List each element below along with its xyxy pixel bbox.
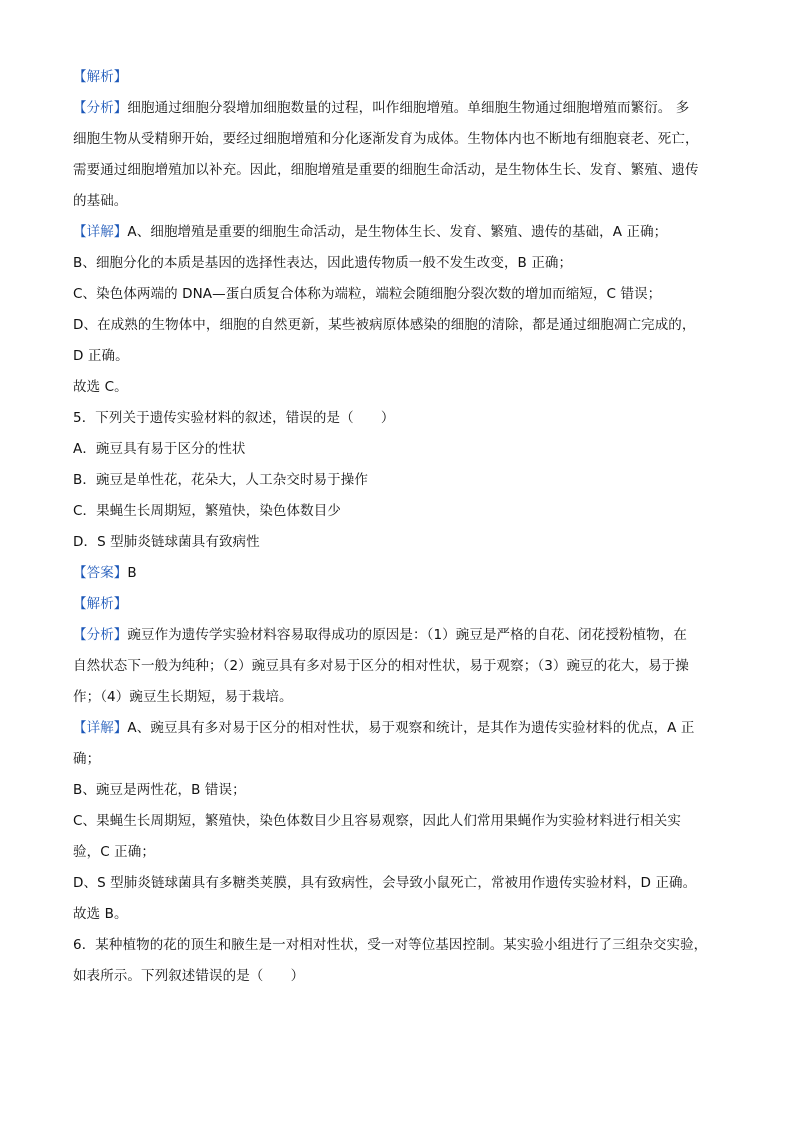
q5-fenxi-line: 作；（4）豌豆生长期短，易于栽培。 bbox=[73, 689, 293, 705]
xiangjie-tag: 【详解】 bbox=[73, 720, 128, 736]
document-content bbox=[73, 62, 721, 992]
q5-answer-line bbox=[73, 558, 721, 589]
q5-xiangjie-line: C、果蝇生长周期短，繁殖快，染色体数目少且容易观察，因此人们常用果蝇作为实验材料进行相关实 bbox=[73, 813, 681, 829]
q5-xiangjie-line: 确； bbox=[73, 751, 101, 767]
q5-option: B．豌豆是单性花，花朵大，人工杂交时易于操作 bbox=[73, 472, 368, 488]
q5-answer: B bbox=[127, 565, 137, 581]
q4-xiangjie-line: C、染色体两端的 DNA—蛋白质复合体称为端粒，端粒会随细胞分裂次数的增加而缩短，C 错误； bbox=[73, 286, 662, 302]
q4-jiexi-heading bbox=[73, 62, 721, 93]
q4-xiangjie-line bbox=[73, 217, 721, 248]
q4-fenxi-line: 需要通过细胞增殖加以补充。因此，细胞增殖是重要的细胞生命活动，是生物体生长、发育、繁殖、遗传 bbox=[73, 162, 699, 178]
jiexi-tag: 【解析】 bbox=[73, 596, 128, 612]
q5-option: A．豌豆具有易于区分的性状 bbox=[73, 441, 246, 457]
q4-xiangjie-line: B、细胞分化的本质是基因的选择性表达，因此遗传物质一般不发生改变，B 正确； bbox=[73, 255, 573, 271]
q5-xiangjie-line bbox=[73, 713, 721, 744]
q4-fenxi-line: 细胞生物从受精卵开始，要经过细胞增殖和分化逐渐发育为成体。生物体内也不断地有细胞衰老、死亡， bbox=[73, 131, 699, 147]
xiangjie-tag: 【详解】 bbox=[73, 224, 128, 240]
jiexi-tag: 【解析】 bbox=[73, 69, 128, 85]
fenxi-tag: 【分析】 bbox=[73, 100, 128, 116]
q4-fenxi-line bbox=[73, 93, 721, 124]
fenxi-tag: 【分析】 bbox=[73, 627, 128, 643]
answer-tag: 【答案】 bbox=[73, 565, 128, 581]
q4-fenxi-text: 细胞通过细胞分裂增加细胞数量的过程，叫作细胞增殖。单细胞生物通过细胞增殖而繁衍。 多 bbox=[127, 100, 690, 116]
q5-option: C．果蝇生长周期短，繁殖快，染色体数目少 bbox=[73, 503, 341, 519]
q5-fenxi-line: 自然状态下一般为纯种；（2）豌豆具有多对易于区分的相对性状，易于观察；（3）豌豆的花大，易于操 bbox=[73, 658, 689, 674]
q5-xiangjie-line: 验，C 正确； bbox=[73, 844, 155, 860]
q6-stem-line: 如表所示。下列叙述错误的是（ ） bbox=[73, 968, 305, 984]
q4-fenxi-line: 的基础。 bbox=[73, 193, 128, 209]
q5-conclusion: 故选 B。 bbox=[73, 906, 128, 922]
q5-xiangjie-line: B、豌豆是两性花，B 错误； bbox=[73, 782, 246, 798]
q5-xiangjie-text: A、豌豆具有多对易于区分的相对性状，易于观察和统计，是其作为遗传实验材料的优点，A 正 bbox=[127, 720, 695, 736]
q4-xiangjie-text: A、细胞增殖是重要的细胞生命活动，是生物体生长、发育、繁殖、遗传的基础，A 正确； bbox=[127, 224, 668, 240]
q5-fenxi-line bbox=[73, 620, 721, 651]
q4-xiangjie-line: D 正确。 bbox=[73, 348, 129, 364]
q5-option: D．S 型肺炎链球菌具有致病性 bbox=[73, 534, 260, 550]
q4-conclusion: 故选 C。 bbox=[73, 379, 128, 395]
q4-xiangjie-line: D、在成熟的生物体中，细胞的自然更新，某些被病原体感染的细胞的清除，都是通过细胞凋亡完成的， bbox=[73, 317, 696, 333]
q5-stem: 5．下列关于遗传实验材料的叙述，错误的是（ ） bbox=[73, 410, 395, 426]
q6-stem-line: 6．某种植物的花的顶生和腋生是一对相对性状，受一对等位基因控制。某实验小组进行了三组杂交实验， bbox=[73, 937, 708, 953]
q5-xiangjie-line: D、S 型肺炎链球菌具有多糖类荚膜，具有致病性，会导致小鼠死亡，常被用作遗传实验材料，D 正确。 bbox=[73, 875, 697, 891]
q5-fenxi-text: 豌豆作为遗传学实验材料容易取得成功的原因是：（1）豌豆是严格的自花、闭花授粉植物，在 bbox=[127, 627, 687, 643]
q5-jiexi-heading bbox=[73, 589, 721, 620]
